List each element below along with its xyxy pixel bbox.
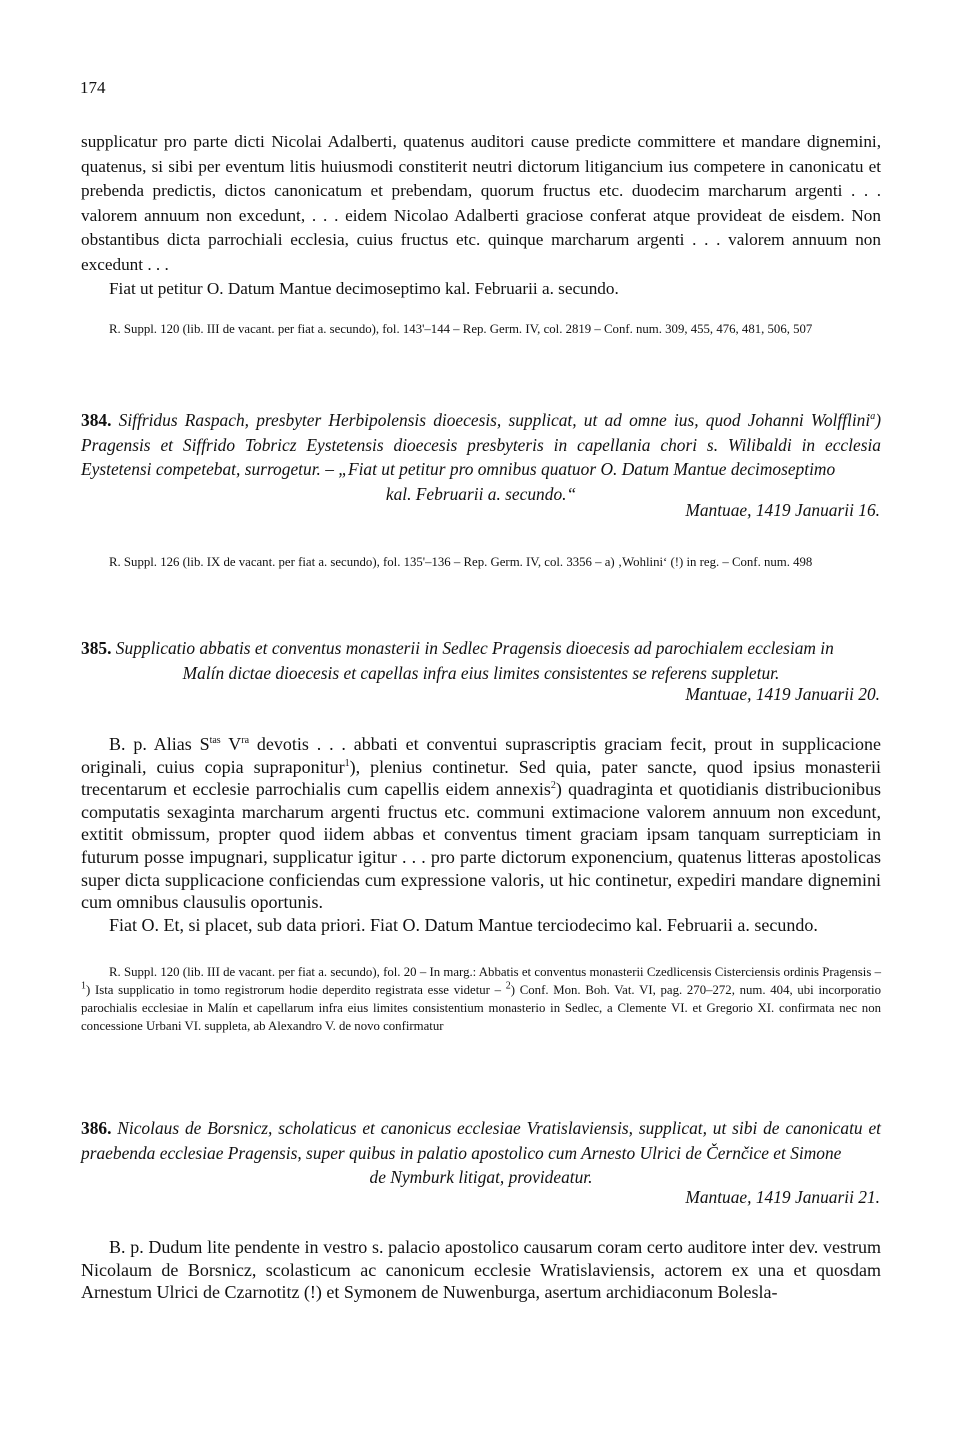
date-385: Mantuae, 1419 Januarii 20. <box>685 684 880 704</box>
date-384: Mantuae, 1419 Januarii 16. <box>685 500 880 520</box>
regest-384 <box>81 408 881 506</box>
continuation-text: supplicatur pro parte dicti Nicolai Adalberti, quatenus auditori cause predicte committere et mandare dignemini, quatenus, si sibi per eventum litis huiusmodi constiterit neutri dictorum litigancium ius competere in canonicatu et prebenda predictis, dictos canonicatum et prebendam, quorum fructus etc. duodecim marcharum argenti . . . valorem annuum non excedunt, . . . eidem Nicolao Adalberti graciose conferat atque provideat de eisdem. Non obstantibus dicta parrochiali ecclesia, cuius fructus etc. quinque marcharum argenti . . . valorem annuum non excedunt . . . <box>81 132 881 274</box>
footnote-entry-385: R. Suppl. 120 (lib. III de vacant. per fiat a. secundo), fol. 20 – In marg.: Abbatis et conventus monasterii Czedlicensis Cisterciensis ordinis Pragensis – $^1$) Ista supplicatio in tomo registrorum hodie deperdito registrata esse videtur – $^2$) Conf. Mon. Boh. Vat. VI, pag. 270–272, num. 404, ubi incorporatio parochialis ecclesiae in Malín et capellarum infra eius limites consistentium monasterio in Sedlec, a Clemente VI. et Gregorio XI. confirmata nec non concessione Urbani VI. suppleta, ab Alexandro V. de novo confirmatur <box>81 965 881 1033</box>
regest-384-text-a: Siffridus Raspach, presbyter Herbipolensis dioecesis, supplicat, ut ad omne ius, quod Johanni Wolfflini <box>118 410 871 430</box>
footnote-entry-384: R. Suppl. 126 (lib. IX de vacant. per fiat a. secundo), fol. 135'–136 – Rep. Germ. IV, col. 3356 – a) ‚Wohlini‘ (!) in reg. – Conf. num. 498 <box>109 555 813 569</box>
footnote-entry-383: R. Suppl. 120 (lib. III de vacant. per fiat a. secundo), fol. 143'–144 – Rep. Germ. IV, col. 2819 – Conf. num. 309, 455, 476, 481, 506, 507 <box>109 322 813 336</box>
regest-384-text-b: ) Pragensis et Siffrido Tobricz Eystetensis dioecesis presbyteris in capellania chori s. Wilibaldi in ecclesia Eystetensi competebat, surrogetur. – „Fiat ut petitur pro omnibus quatuor O. Datum Mantue decimoseptimo <box>81 410 882 479</box>
continuation-paragraph <box>81 130 881 302</box>
regest-384-text-c: kal. Februarii a. secundo.“ <box>385 483 577 504</box>
entry-number-386: 386. <box>81 1118 112 1138</box>
date-386: Mantuae, 1419 Januarii 21. <box>685 1187 880 1207</box>
body-385-text: B. p. Alias $S^{tas}$ $V^{ra}$ devotis . . . abbati et conventui suprascriptis graciam fecit, prout in supplicacione originali, cuius copia supraponitur$^1$), plenius continetur. Sed quia, pater sancte, quod ipsius monasterii trecentarum et ecclesie parrochialis cum capellis eidem annexis$^2$) quadraginta et quotidianis distribucionibus computatis sexaginta marcharum argenti fructus etc. communi extimacione valorem annuum non excedunt, extitit obmissum, propter quod iidem abbas et conventus timent graciam ipsam tanquam surrepticiam in futurum posse impugnari, supplicatur igitur . . . pro parte dictorum exponencium, quatenus litteras apostolicas super dicta supplicacione conficiendas cum expressione valoris, ut hic continetur, expediri mandare dignemini cum omnibus clausulis oportunis. <box>81 734 881 913</box>
entry-number-385: 385. <box>81 638 112 658</box>
regest-385 <box>81 636 881 685</box>
body-385 <box>81 733 881 936</box>
body-386-text: B. p. Dudum lite pendente in vestro s. palacio apostolico causarum coram certo auditore inter dev. vestrum Nicolaum de Borsnicz, scolasticum ac canonicum ecclesie Wratislaviensis, actorem ex una et quosdam Arnestum Ulrici de Czarnotitz (!) et Symonem de Nuwenburga, asertum archidiaconum Bolesla- <box>81 1237 881 1303</box>
regest-385-text-b: Malín dictae dioecesis et capellas infra eius limites consistentes se referens suppletur. <box>182 662 780 683</box>
body-386 <box>81 1236 881 1304</box>
regest-386 <box>81 1116 881 1190</box>
regest-384-sup: a <box>870 411 876 423</box>
page-number: 174 <box>80 78 106 97</box>
continuation-fiat: Fiat ut petitur O. Datum Mantue decimoseptimo kal. Februarii a. secundo. <box>109 279 619 298</box>
body-385-fiat: Fiat O. Et, si placet, sub data priori. Fiat O. Datum Mantue terciodecimo kal. Februarii a. secundo. <box>109 914 818 935</box>
entry-number-384: 384. <box>81 410 112 430</box>
regest-385-text-a: Supplicatio abbatis et conventus monasterii in Sedlec Pragensis dioecesis ad parochialem ecclesiam in <box>115 638 834 658</box>
regest-386-text-b: de Nymburk litigat, provideatur. <box>369 1167 593 1187</box>
regest-386-text-a: Nicolaus de Borsnicz, scholaticus et canonicus ecclesiae Vratislaviensis, supplicat, ut sibi de canonicatu et praebenda ecclesiae Pragensis, super quibus in palatio apostolico cum Arnesto Ulrici de Černčice et Simone <box>81 1118 882 1163</box>
